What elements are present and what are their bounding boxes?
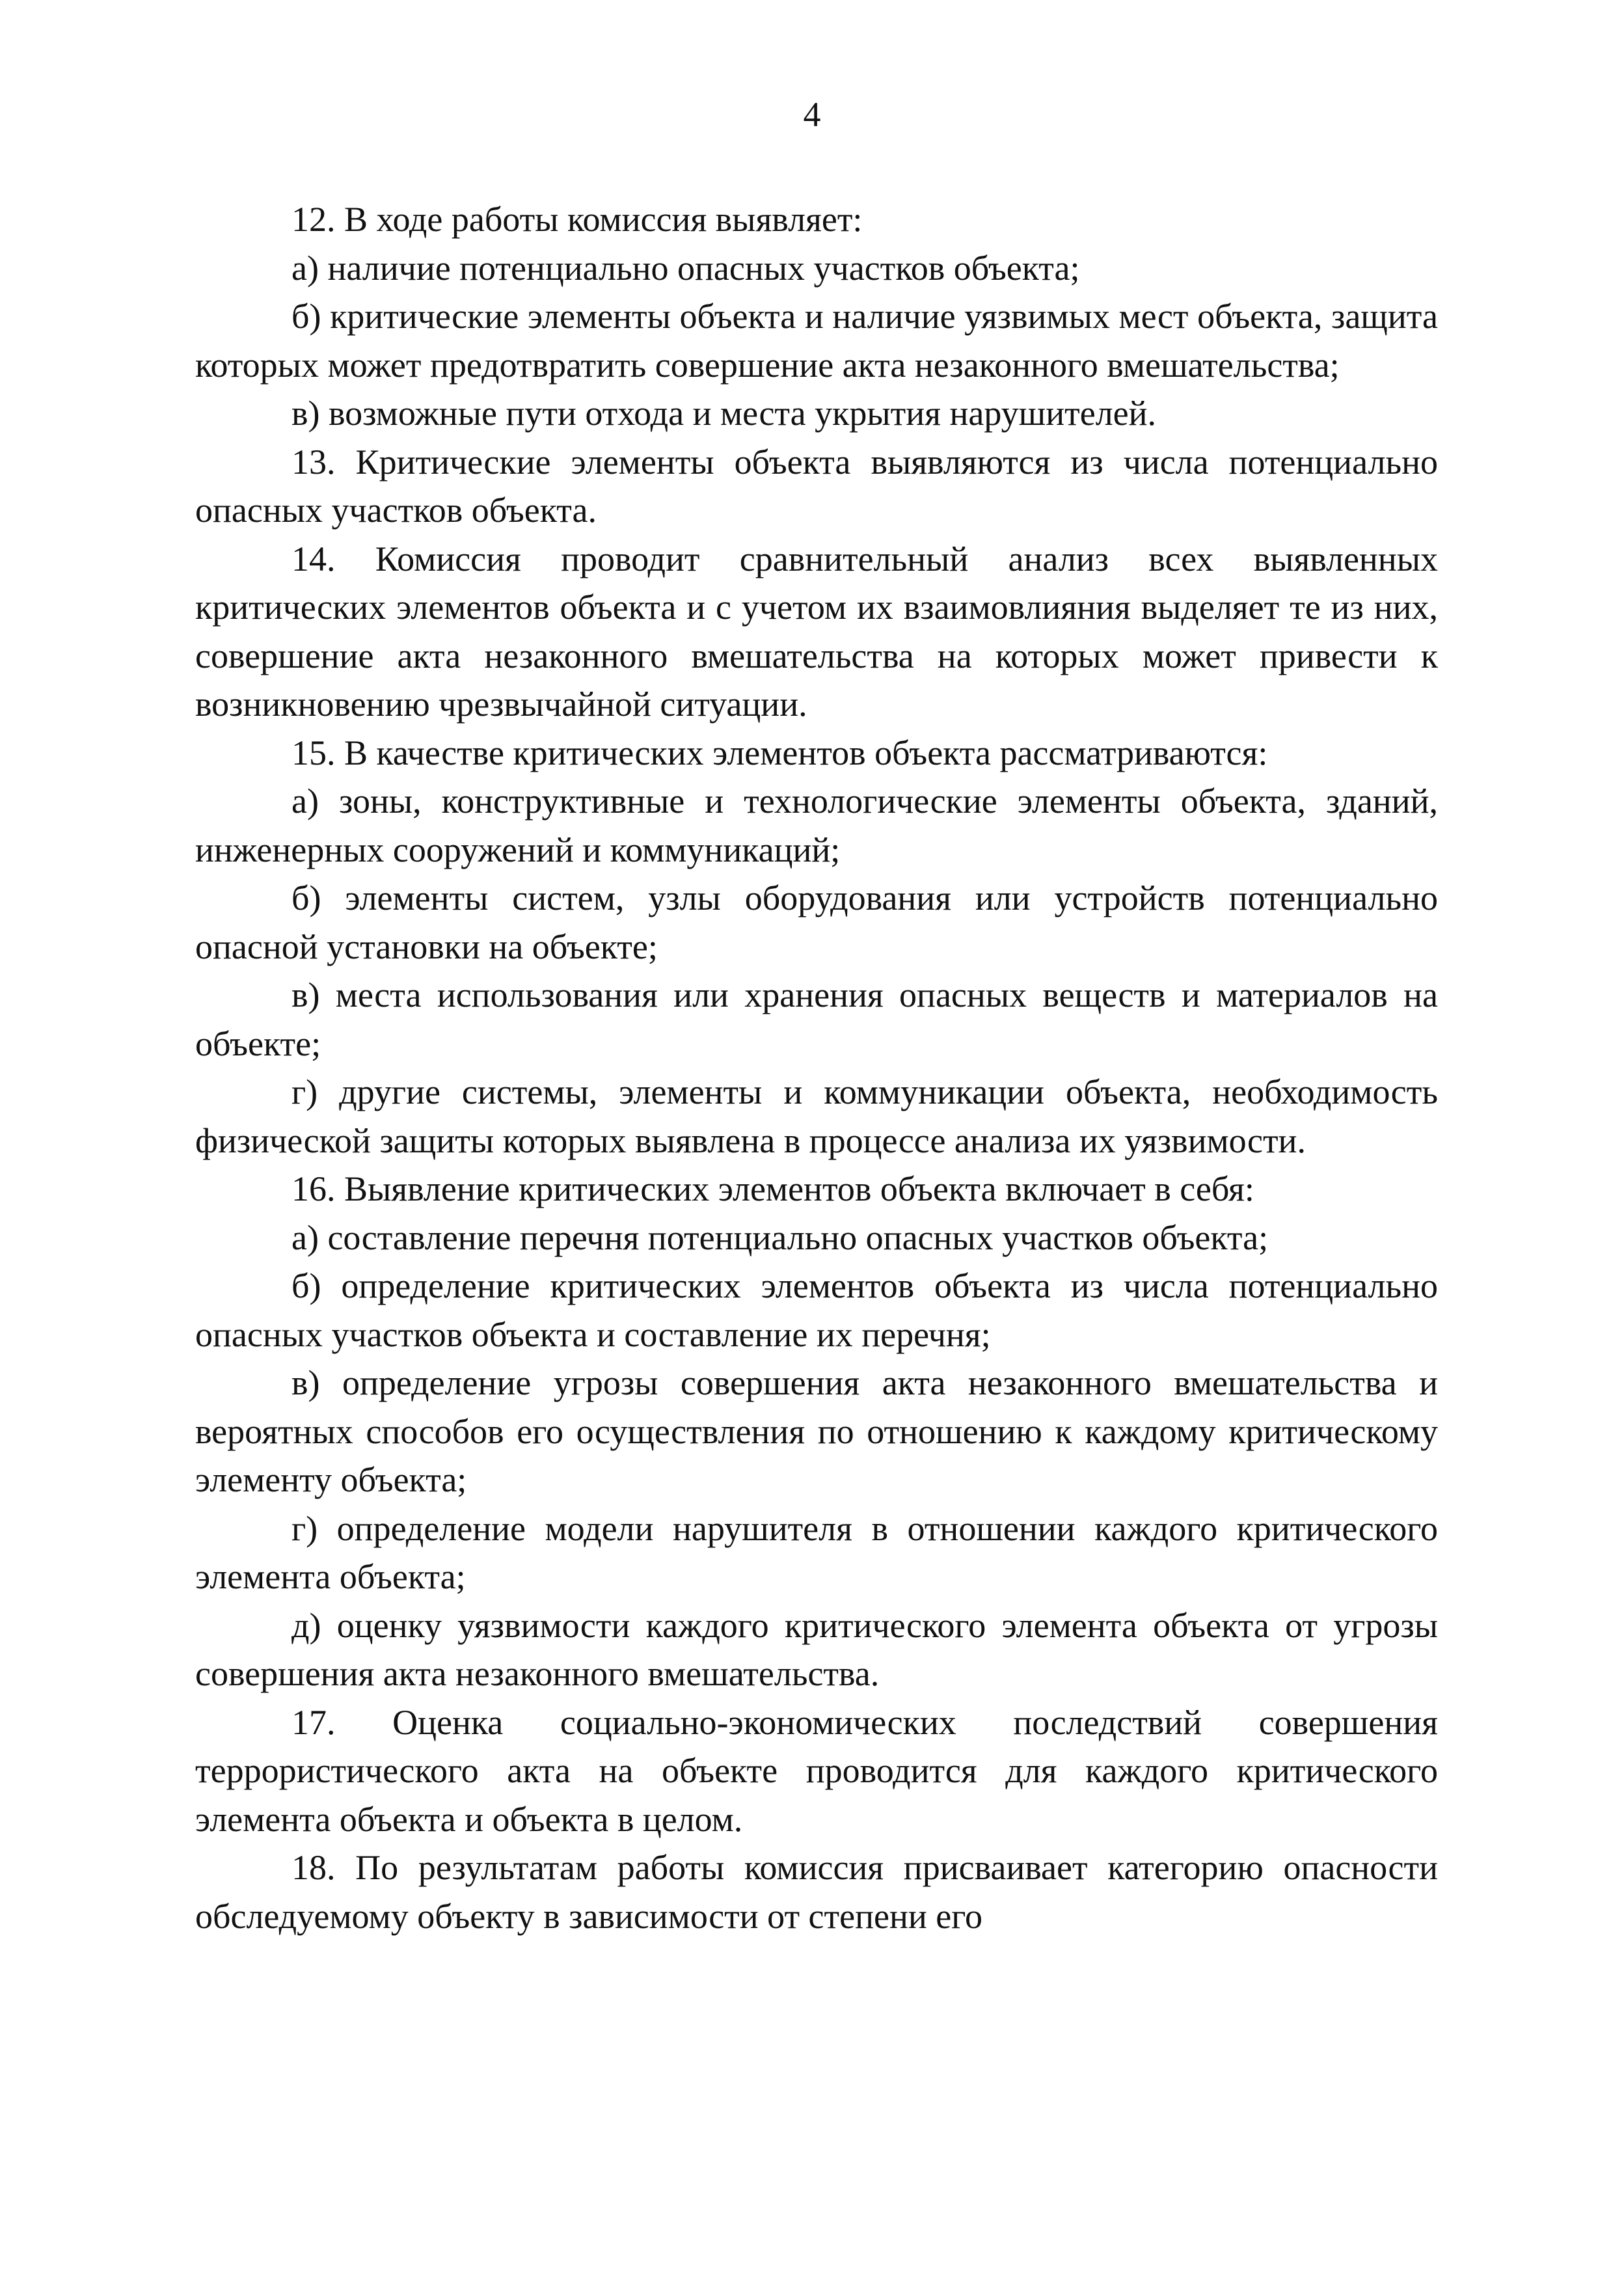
paragraph-16-v: в) определение угрозы совершения акта незаконного вмешательства и вероятных способов его осуществления по отношению к каждому критическому элементу объекта; [195,1363,1438,1499]
paragraph-16: 16. Выявление критических элементов объекта включает в себя: [291,1169,1254,1208]
paragraph-13: 13. Критические элементы объекта выявляются из числа потенциально опасных участков объекта. [195,442,1438,530]
paragraph-16-b: б) определение критических элементов объекта из числа потенциально опасных участков объекта и составление их перечня; [195,1266,1438,1354]
paragraph-16-a: а) составление перечня потенциально опасных участков объекта; [291,1217,1269,1257]
paragraph-12-b: б) критические элементы объекта и наличие уязвимых мест объекта, защита которых может предотвратить совершение акта незаконного вмешательства; [195,297,1438,385]
paragraph-12-v: в) возможные пути отхода и места укрытия нарушителей. [291,394,1157,433]
paragraph-12-a: а) наличие потенциально опасных участков объекта; [291,248,1080,288]
page-number: 4 [803,95,821,134]
paragraph-15-a: а) зоны, конструктивные и технологические элементы объекта, зданий, инженерных сооружений и коммуникаций; [195,781,1438,869]
paragraph-17: 17. Оценка социально-экономических последствий совершения террористического акта на объекте проводится для каждого критического элемента объекта и объекта в целом. [195,1702,1438,1839]
paragraph-15: 15. В качестве критических элементов объекта рассматриваются: [291,733,1268,772]
paragraph-18: 18. По результатам работы комиссия присваивает категорию опасности обследуемому объекту в зависимости от степени его [195,1848,1438,1936]
paragraph-15-b: б) элементы систем, узлы оборудования или устройств потенциально опасной установки на объекте; [195,878,1438,966]
paragraph-15-v: в) места использования или хранения опасных веществ и материалов на объекте; [195,975,1438,1063]
paragraph-15-g: г) другие системы, элементы и коммуникации объекта, необходимость физической защиты которых выявлена в процессе анализа их уязвимости. [195,1072,1438,1160]
document-body [195,195,1438,1940]
paragraph-16-d: д) оценку уязвимости каждого критического элемента объекта от угрозы совершения акта незаконного вмешательства. [195,1605,1438,1693]
paragraph-14: 14. Комиссия проводит сравнительный анализ всех выявленных критических элементов объекта и с учетом их взаимовлияния выделяет те из них, совершение акта незаконного вмешательства на которых может привести к возникновению чрезвычайной ситуации. [195,539,1438,724]
paragraph-16-g: г) определение модели нарушителя в отношении каждого критического элемента объекта; [195,1508,1438,1596]
paragraph-12: 12. В ходе работы комиссия выявляет: [291,200,863,239]
